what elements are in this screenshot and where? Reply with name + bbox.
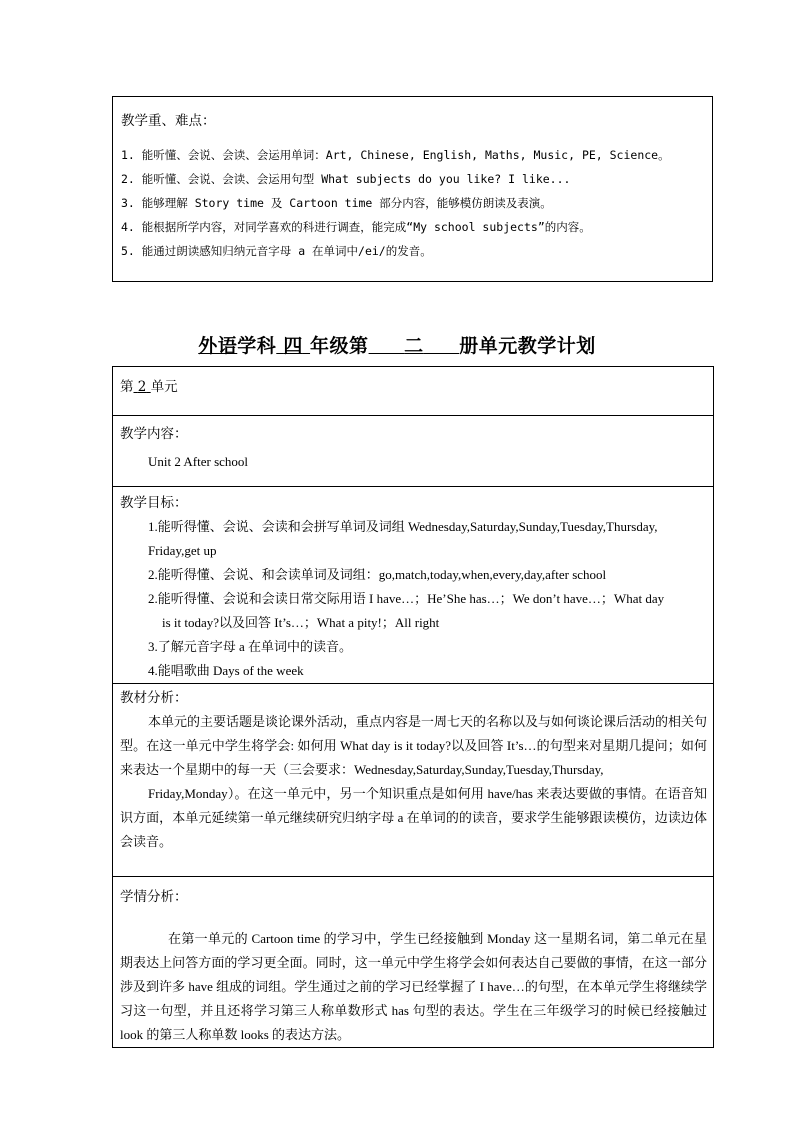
- title-text-2: 年级第: [310, 335, 369, 357]
- key-point-2: 2. 能听懂、会说、会读、会运用句型 What subjects do you like? I like...: [121, 172, 571, 186]
- unit-number: 2: [137, 379, 147, 395]
- material-para-1: 本单元的主要话题是谈论课外活动，重点内容是一周七天的名称以及与如何谈论课后活动的相关句型。在这一单元中学生将学会: 如何用 What day is it today?以及回答 It’s…的句型来对星期几提问；如何来表达一个星期中的每一天（三会要求：Wednesday,Saturday,Sunday,Tuesday,Thursday,: [120, 714, 708, 777]
- unit-plan-table: [112, 366, 714, 1048]
- goal-1a: 1.能听得懂、会说、会读和会拼写单词及词组 Wednesday,Saturday,Sunday,Tuesday,Thursday,: [148, 519, 658, 534]
- key-point-1: 1. 能听懂、会说、会读、会运用单词：Art, Chinese, English, Maths, Music, PE, Science。: [121, 148, 670, 162]
- students-label: 学情分析：: [120, 889, 188, 905]
- page-title: [0, 331, 794, 358]
- title-subject: 外语: [198, 335, 238, 357]
- goal-4: 3.了解元音字母 a 在单词中的读音。: [148, 639, 353, 654]
- goals-row: [113, 487, 714, 684]
- goals-label: 教学目标：: [120, 495, 188, 511]
- title-volume: 二: [404, 335, 424, 357]
- goal-3b: is it today?以及回答 It’s…；What a pity!；All right: [162, 615, 440, 630]
- goal-5: 4.能唱歌曲 Days of the week: [148, 663, 304, 678]
- content-text: Unit 2 After school: [148, 454, 249, 469]
- content-label: 教学内容：: [120, 426, 188, 442]
- goal-1b: Friday,get up: [148, 543, 217, 558]
- content-row: [113, 416, 714, 487]
- unit-prefix: 第: [120, 379, 134, 395]
- title-text-3: 册单元教学计划: [459, 335, 596, 357]
- key-point-4: 4. 能根据所学内容，对同学喜欢的科进行调查，能完成“My school subjects”的内容。: [121, 220, 591, 234]
- material-row: [113, 684, 714, 877]
- unit-suffix: 单元: [150, 379, 178, 395]
- goal-3a: 2.能听得懂、会说和会读日常交际用语 I have…；He’She has…；We don’t have…；What day: [148, 591, 665, 606]
- title-text-1: 学科: [237, 335, 277, 357]
- key-points-box: [112, 96, 713, 282]
- students-para: 在第一单元的 Cartoon time 的学习中，学生已经接触到 Monday 这一星期名词，第二单元在星期表达上问答方面的学习更全面。同时，这一单元中学生将学会如何表达自己要做的事情，在这一部分涉及到许多 have 组成的词组。学生通过之前的学习已经掌握了 I have…的句型，在本单元学生将继续学习这一句型，并且还将学习第三人称单数形式 has 句型的表达。学生在三年级学习的时候已经接触过 look 的第三人称单数 looks 的表达方法。: [120, 931, 707, 1042]
- material-para-2: Friday,Monday）。在这一单元中，另一个知识重点是如何用 have/has 来表达要做的事情。在语音知识方面，本单元延续第一单元继续研究归纳字母 a 在单词的的读音，要求学生能够跟读模仿，边读边体会读音。: [120, 786, 707, 849]
- title-grade: 四: [283, 335, 303, 357]
- key-point-5: 5. 能通过朗读感知归纳元音字母 a 在单词中/ei/的发音。: [121, 244, 432, 258]
- unit-row: [113, 367, 714, 416]
- key-point-3: 3. 能够理解 Story time 及 Cartoon time 部分内容，能够模仿朗读及表演。: [121, 196, 552, 210]
- material-label: 教材分析：: [120, 690, 188, 706]
- goal-2: 2.能听得懂、会说、和会读单词及词组：go,match,today,when,every,day,after school: [148, 567, 607, 582]
- key-points-heading: 教学重、难点：: [121, 113, 216, 129]
- students-row: [113, 877, 714, 1048]
